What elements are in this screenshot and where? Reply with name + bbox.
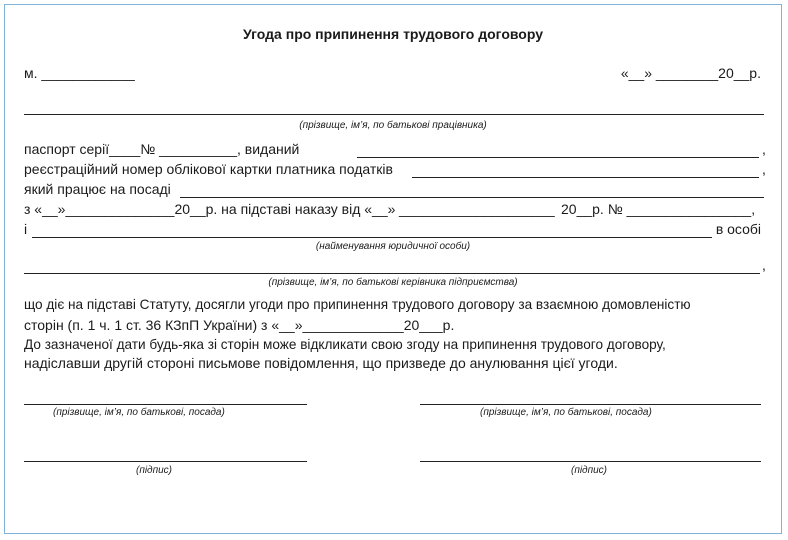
in-person-label: в особі bbox=[715, 221, 761, 237]
head-name-caption: (прізвище, ім’я, по батькові керівника підприємства) bbox=[268, 277, 518, 288]
head-name-line[interactable] bbox=[24, 273, 760, 274]
left-party-name-line[interactable] bbox=[24, 404, 307, 405]
position-line[interactable] bbox=[180, 197, 764, 198]
left-signature-line[interactable] bbox=[24, 461, 307, 462]
legal-entity-caption: (найменування юридичної особи) bbox=[315, 241, 471, 252]
termination-date-text: сторін (п. 1 ч. 1 ст. 36 КЗпП України) з «__»_____________20___р. bbox=[24, 317, 455, 333]
passport-comma: , bbox=[762, 141, 766, 157]
statute-text: що діє на підставі Статуту, досягли угоди про припинення трудового договору за взаємною домовленістю bbox=[24, 297, 691, 312]
date-field[interactable]: «__» ________20__р. bbox=[620, 65, 761, 81]
and-label: і bbox=[24, 221, 28, 237]
right-signature-caption: (підпис) bbox=[571, 465, 607, 476]
withdraw-text-2: надіславши другій стороні письмове повідомлення, що призведе до анулювання цієї угоди. bbox=[24, 355, 618, 371]
order-date-blank[interactable]: ____________________ bbox=[399, 201, 555, 217]
order-number-label: 20__р. № ________________, bbox=[561, 201, 756, 217]
right-party-name-line[interactable] bbox=[420, 404, 761, 405]
legal-entity-line[interactable] bbox=[32, 237, 712, 238]
city-field[interactable]: м. ____________ bbox=[24, 65, 135, 81]
taxpayer-number-line[interactable] bbox=[412, 177, 759, 178]
employee-name-caption: (прізвище, ім’я, по батькові працівника) bbox=[299, 120, 487, 131]
left-party-name-caption: (прізвище, ім’я, по батькові, посада) bbox=[53, 407, 225, 418]
taxpayer-comma: , bbox=[762, 161, 766, 177]
right-party-name-caption: (прізвище, ім’я, по батькові, посада) bbox=[480, 407, 652, 418]
passport-label: паспорт серії____№ __________, виданий bbox=[24, 141, 300, 157]
employee-name-line[interactable] bbox=[24, 114, 764, 115]
right-signature-line[interactable] bbox=[420, 461, 761, 462]
order-date-label: з «__»______________20__р. на підставі наказу від «__» bbox=[24, 201, 396, 217]
position-label: який працює на посаді bbox=[24, 181, 171, 197]
left-signature-caption: (підпис) bbox=[136, 465, 172, 476]
withdraw-text-1: До зазначеної дати будь-яка зі сторін може відкликати свою згоду на припинення трудового договору, bbox=[24, 337, 666, 352]
document-title: Угода про припинення трудового договору bbox=[242, 26, 543, 42]
head-comma: , bbox=[762, 257, 766, 273]
agreement-form bbox=[4, 4, 782, 534]
passport-issued-by-line[interactable] bbox=[357, 157, 759, 158]
taxpayer-number-label: реєстраційний номер облікової картки платника податків bbox=[24, 161, 393, 177]
